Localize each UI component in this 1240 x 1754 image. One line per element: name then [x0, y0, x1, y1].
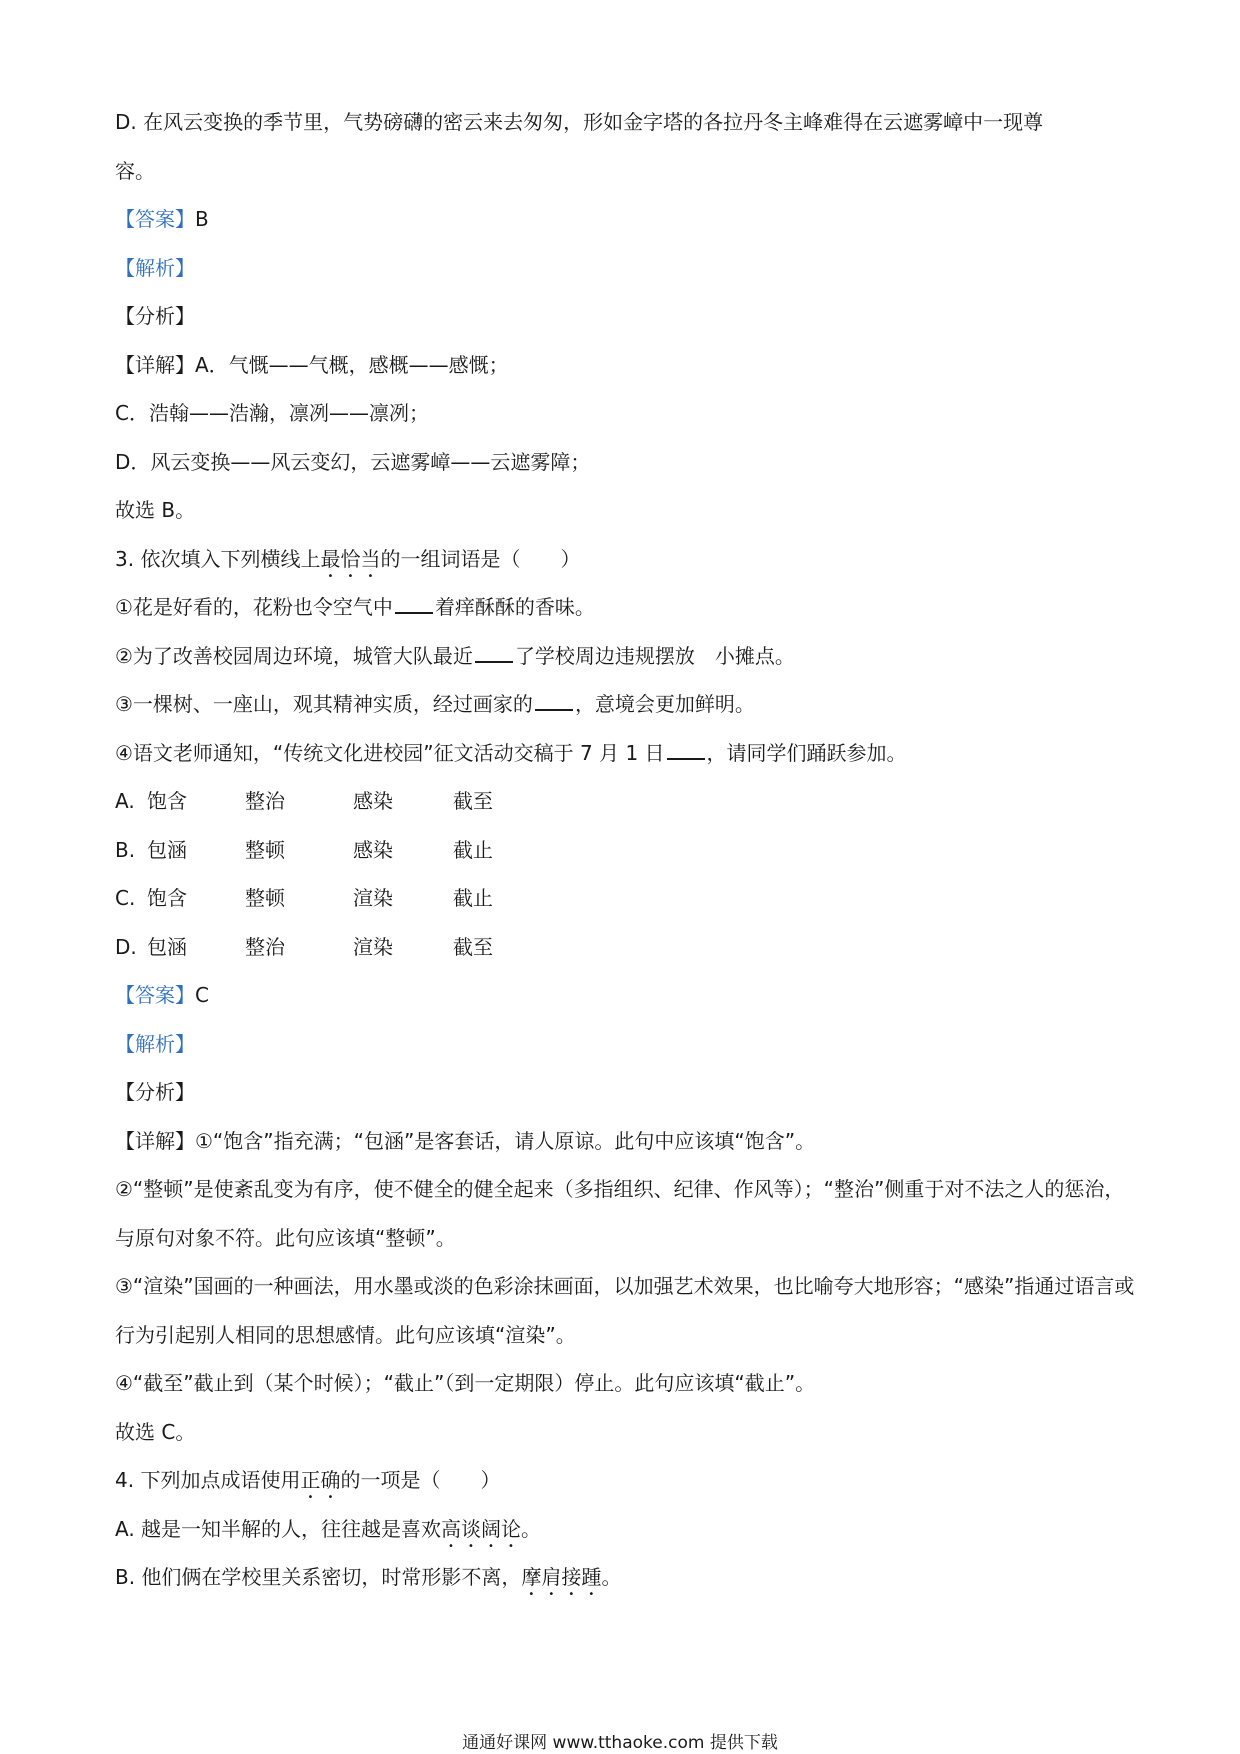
- q3-option-d: [115, 923, 1135, 972]
- q3-detail-3: ③“渲染”国画的一种画法，用水墨或淡的色彩涂抹画面，以加强艺术效果，也比喻夸大地形容；“感染”指通过语言或行为引起别人相同的思想感情。此句应该填“渲染”。: [115, 1274, 1135, 1347]
- dotted-idiom: 摩肩接踵: [521, 1565, 602, 1589]
- option-word: 整顿: [245, 837, 285, 862]
- detail-prefix: 【详解】: [115, 352, 195, 377]
- option-word: 整顿: [245, 886, 285, 910]
- q2-option-d-line2: 容。: [115, 158, 155, 183]
- q4-stem-dotted: 正确: [300, 1468, 341, 1492]
- q2-answer: [115, 195, 1135, 244]
- option-text: 。: [601, 1565, 622, 1589]
- q4-stem-pre: 4. 下列加点成语使用: [115, 1468, 301, 1492]
- q3-detail-2: ②“整顿”是使紊乱变为有序，使不健全的健全起来（多指组织、纪律、作风等）；“整治”侧重于对不法之人的惩治，与原句对象不符。此句应该填“整顿”。: [115, 1177, 1125, 1250]
- q2-fenxi: 【分析】: [115, 304, 195, 328]
- option-word: 整治: [245, 789, 285, 813]
- q3-fenxi: 【分析】: [115, 1080, 195, 1104]
- option-text: 。: [521, 1516, 542, 1541]
- option-word: 感染: [353, 789, 393, 813]
- q3-answer: [115, 971, 1135, 1020]
- q4-stem: [115, 1456, 1135, 1505]
- q3-detail-1: 【详解】①“饱含”指充满；“包涵”是客套话，请人原谅。此句中应该填“饱含”。: [115, 1128, 816, 1153]
- q2-option-d-line1: D. 在风云变换的季节里，气势磅礴的密云来去匆匆，形如金字塔的各拉丹冬主峰难得在云遮雾嶂中一现尊: [115, 110, 1044, 134]
- option-word: 渲染: [353, 934, 393, 959]
- q3-stem-post: 的一组词语是（ ）: [380, 546, 581, 571]
- q3-stem-dotted: 最恰当: [320, 546, 381, 571]
- q3-stem-pre: 3. 依次填入下列横线上: [115, 546, 321, 571]
- q3-sentence-3: [115, 680, 1135, 729]
- sentence-text: ①花是好看的，花粉也令空气中: [115, 595, 393, 619]
- q3-sentence-1: [115, 583, 1135, 632]
- fill-blank: [395, 590, 433, 614]
- answer-value: B: [195, 207, 209, 231]
- option-word: 饱含: [147, 886, 187, 910]
- q3-option-c: [115, 874, 1135, 923]
- q2-conclusion: 故选 B。: [115, 498, 196, 522]
- option-word: 截止: [453, 886, 493, 910]
- sentence-text: ④语文老师通知，“传统文化进校园”征文活动交稿于 7 月 1 日: [115, 740, 665, 765]
- fill-blank: [475, 639, 513, 663]
- q4-option-b: [115, 1553, 1135, 1602]
- dotted-idiom: 高谈阔论: [441, 1516, 522, 1541]
- option-label: C.: [115, 886, 136, 910]
- q2-detail-d: D．风云变换——风云变幻，云遮雾嶂——云遮雾障；: [115, 449, 591, 474]
- q3-option-a: [115, 777, 1135, 826]
- option-text: B. 他们俩在学校里关系密切，时常形影不离，: [115, 1565, 522, 1589]
- q4-stem-post: 的一项是（ ）: [340, 1468, 501, 1492]
- option-word: 渲染: [353, 886, 393, 910]
- option-word: 感染: [353, 837, 393, 862]
- q2-detail-a: [115, 341, 1135, 390]
- sentence-text: ③一棵树、一座山，观其精神实质，经过画家的: [115, 692, 533, 716]
- q3-sentence-4: [115, 729, 1135, 778]
- sentence-text: ，请同学们踊跃参加。: [706, 740, 907, 765]
- q3-sentence-2: [115, 632, 1135, 681]
- sentence-text: ②为了改善校园周边环境，城管大队最近: [115, 643, 473, 668]
- option-label: D.: [115, 934, 137, 959]
- option-word: 包涵: [147, 837, 187, 862]
- q3-stem: [115, 535, 1135, 584]
- fill-blank: [535, 687, 573, 711]
- q3-analysis-tag: 【解析】: [115, 1031, 195, 1056]
- q4-option-a: [115, 1505, 1135, 1554]
- document-page: [115, 98, 1135, 1602]
- sentence-text: 着痒酥酥的香味。: [434, 595, 595, 619]
- option-word: 截止: [453, 837, 493, 862]
- option-word: 包涵: [147, 934, 187, 959]
- option-word: 饱含: [147, 789, 187, 813]
- detail-a-text: A．气慨——气概，感概——感慨；: [195, 352, 509, 377]
- sentence-text: 了学校周边违规摆放 小摊点。: [514, 643, 795, 668]
- option-word: 截至: [453, 789, 493, 813]
- q3-detail-4: ④“截至”截止到（某个时候）；“截止”（到一定期限）停止。此句应该填“截止”。: [115, 1371, 816, 1395]
- option-text: A. 越是一知半解的人，往往越是喜欢: [115, 1516, 442, 1541]
- q2-detail-c: C．浩翰——浩瀚，凛冽——凛冽；: [115, 401, 429, 425]
- answer-value: C: [195, 983, 209, 1007]
- answer-tag: 【答案】: [115, 207, 195, 231]
- option-label: A.: [115, 789, 135, 813]
- q2-analysis-tag: 【解析】: [115, 255, 195, 280]
- q3-option-b: [115, 826, 1135, 875]
- q3-conclusion: 故选 C。: [115, 1419, 196, 1444]
- sentence-text: ，意境会更加鲜明。: [574, 692, 755, 716]
- option-word: 截至: [453, 934, 493, 959]
- option-label: B.: [115, 837, 136, 862]
- option-word: 整治: [245, 934, 285, 959]
- page-footer: 通通好课网 www.tthaoke.com 提供下载: [462, 1733, 778, 1753]
- answer-tag: 【答案】: [115, 983, 195, 1007]
- fill-blank: [667, 736, 705, 760]
